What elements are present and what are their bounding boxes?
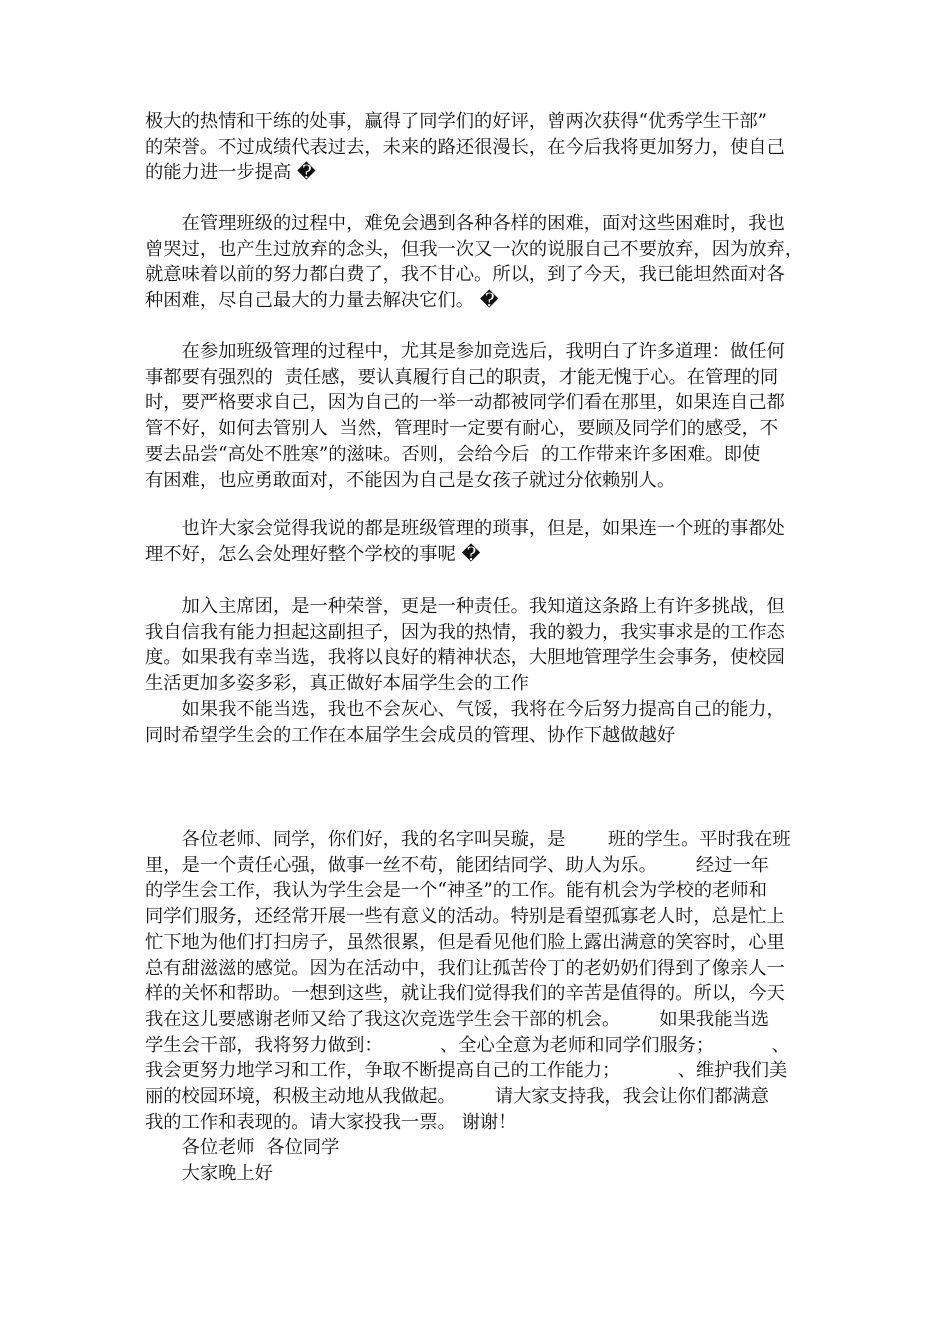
- text-line: 在管理班级的过程中，难免会遇到各种各样的困难，面对这些困难时，我也: [145, 213, 785, 234]
- text-line: 我在这儿要感谢老师又给了我这次竞选学生会干部的机会。 如果我能当选: [145, 1008, 770, 1030]
- text-line: 的学生会工作，我认为学生会是一个“神圣”的工作。能有机会为学校的老师和: [145, 880, 767, 902]
- text-line: 我的工作和表现的。请大家投我一票。 谢谢！: [145, 1111, 517, 1133]
- text-line: 我会更努力地学习和工作，争取不断提高自己的工作能力； 、维护我们美: [145, 1060, 788, 1082]
- text-line: 加入主席团，是一种荣誉，更是一种责任。我知道这条路上有许多挑战，但: [145, 596, 785, 617]
- text-line: 同时希望学生会的工作在本届学生会成员的管理、协作下越做越好: [145, 724, 676, 746]
- text-line: 丽的校园环境，积极主动地从我做起。 请大家支持我，我会让你们都满意: [145, 1086, 770, 1108]
- text-line: 就意味着以前的努力都白费了，我不甘心。所以，到了今天，我已能坦然面对各: [145, 264, 785, 286]
- text-line: 学生会干部，我将努力做到： 、全心全意为老师和同学们服务； 、: [145, 1034, 790, 1056]
- text-line: 极大的热情和干练的处事，赢得了同学们的好评，曾两次获得“优秀学生干部”: [145, 111, 767, 132]
- text-line: 有困难，也应勇敢面对，不能因为自己是女孩子就过分依赖别人。: [145, 469, 676, 491]
- text-line: 里，是一个责任心强，做事一丝不苟，能团结同学、助人为乐。 经过一年: [145, 854, 770, 876]
- text-line: 总有甜滋滋的感觉。因为在活动中，我们让孤苦伶丁的老奶奶们得到了像亲人一: [145, 957, 785, 979]
- text-line: 大家晚上好: [145, 1163, 273, 1185]
- paragraph-2: [145, 211, 810, 314]
- text-line: 如果我不能当选，我也不会灰心、气馁，我将在今后努力提高自己的能力，: [145, 699, 785, 720]
- text-line: 生活更加多姿多彩，真正做好本届学生会的工作: [145, 673, 529, 695]
- paragraph-5: [145, 594, 810, 697]
- text-line: 要去品尝“高处不胜寒”的滋味。否则，会给今后 的工作带来许多困难。即使: [145, 443, 761, 465]
- text-line: 时，要严格要求自己，因为自己的一举一动都被同学们看在那里，如果连自己都: [145, 392, 785, 414]
- text-line: 管不好，如何去管别人 当然，管理时一定要有耐心，要顾及同学们的感受，不: [145, 418, 779, 440]
- text-line: 的能力进一步提高 �: [145, 162, 316, 184]
- text-line: 样的关怀和帮助。一想到这些，就让我们觉得我们的辛苦是值得的。所以，今天: [145, 983, 785, 1005]
- text-line: 各位老师 各位同学: [145, 1137, 340, 1159]
- paragraph-3: [145, 339, 810, 493]
- text-line: 事都要有强烈的 责任感，要认真履行自己的职责，才能无愧于心。在管理的同: [145, 366, 779, 388]
- text-line: 度。如果我有幸当选，我将以良好的精神状态，大胆地管理学生会事务，使校园: [145, 647, 785, 669]
- text-line: 曾哭过，也产生过放弃的念头，但我一次又一次的说服自己不要放弃，因为放弃，: [145, 238, 804, 260]
- text-line: 忙下地为他们打扫房子，虽然很累，但是看见他们脸上露出满意的笑容时，心里: [145, 931, 785, 953]
- text-line: 理不好，怎么会处理好整个学校的事呢 �: [145, 543, 481, 565]
- text-line: 种困难，尽自己最大的力量去解决它们。 �: [145, 290, 499, 312]
- paragraph-6: [145, 697, 810, 748]
- text-line: 同学们服务，还经常开展一些有意义的活动。特别是看望孤寡老人时，总是忙上: [145, 906, 785, 928]
- text-line: 的荣誉。不过成绩代表过去，未来的路还很漫长，在今后我将更加努力，使自己: [145, 136, 785, 158]
- paragraph-1: [145, 109, 810, 186]
- text-line: 也许大家会觉得我说的都是班级管理的琐事，但是，如果连一个班的事都处: [145, 518, 785, 539]
- paragraph-4: [145, 516, 810, 567]
- text-line: 各位老师、同学，你们好，我的名字叫吴璇，是 班的学生。平时我在班: [145, 829, 791, 850]
- paragraph-7: [145, 827, 810, 1187]
- text-line: 在参加班级管理的过程中，尤其是参加竞选后，我明白了许多道理：做任何: [145, 341, 785, 362]
- text-line: 我自信我有能力担起这副担子，因为我的热情，我的毅力，我实事求是的工作态: [145, 621, 785, 643]
